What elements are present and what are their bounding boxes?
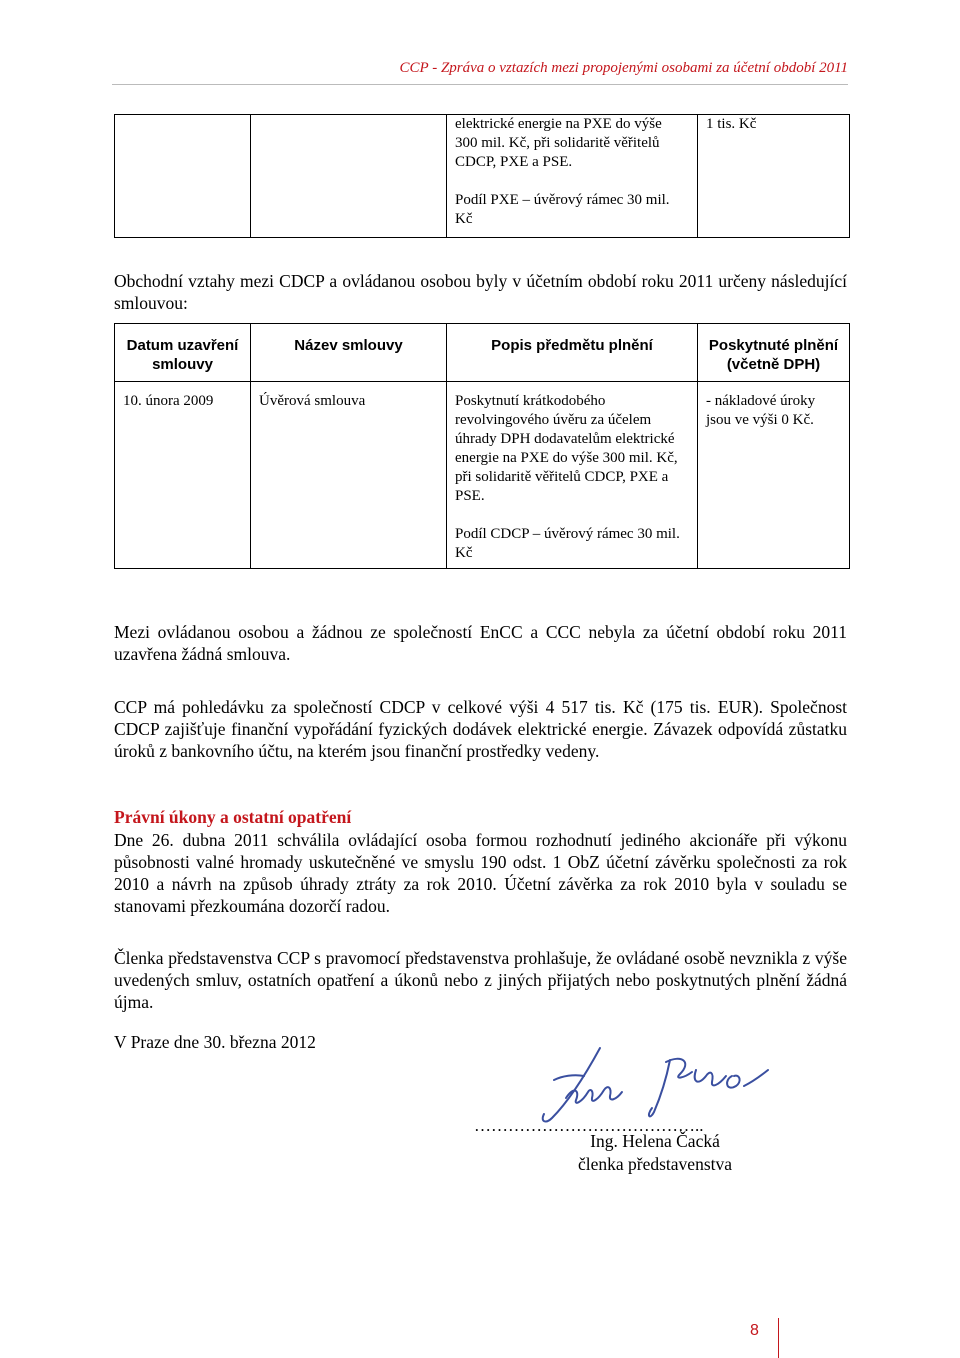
performance-cell: - nákladové úroky jsou ve výši 0 Kč. [698,382,850,569]
footer-divider [778,1318,779,1358]
subject-cell [447,382,698,569]
column-header-performance: Poskytnuté plnění (včetně DPH) [698,324,850,382]
place-date: V Praze dne 30. března 2012 [114,1032,316,1052]
column-header-name: Název smlouvy [251,324,447,382]
paragraph-legal-acts: Dne 26. dubna 2011 schválila ovládající osoba formou rozhodnutí jediného akcionáře při výkonu působnosti valné hromady uskutečněné ve smyslu 190 odst. 1 ObZ účetní závěrku společnosti za rok 2010 a návrh na způsob úhrady ztráty za rok 2010. Účetní závěrka za rok 2010 byla v souladu se stanovami přezkoumána dozorčí radou. [114,830,847,916]
subject-line: elektrické energie na PXE do výše [455,116,662,132]
subject-note: Podíl PXE – úvěrový rámec 30 mil. Kč [455,192,670,227]
signature-line: ………………………………….. [474,1116,704,1135]
signatory-name: Ing. Helena Čacká [590,1131,720,1151]
column-header-subject: Popis předmětu plnění [447,324,698,382]
column-header-date: Datum uzavření smlouvy [115,324,251,382]
name-cell [251,115,447,238]
subject-line: CDCP, PXE a PSE. [455,154,573,170]
subject-text: Poskytnutí krátkodobého revolvingového úvěru za účelem úhrady DPH dodavatelům elektrické energie na PXE do výše 300 mil. Kč, při solidaritě věřitelů CDCP, PXE a PSE. [455,393,678,504]
subject-cell [447,115,698,238]
page-header: CCP - Zpráva o vztazích mezi propojenými osobami za účetní období 2011 [399,60,848,76]
contract-table-continued [114,114,850,238]
intro-paragraph: Obchodní vztahy mezi CDCP a ovládanou osobou byly v účetním období roku 2011 určeny následující smlouvou: [114,271,847,313]
table-header-row [115,324,850,382]
section-heading: Právní úkony a ostatní opatření [114,807,352,827]
paragraph-declaration: Členka představenstva CCP s pravomocí představenstva prohlašuje, že ovládané osobě nevznikla z výše uvedených smluv, ostatních opatření a úkonů nebo z jiných přijatých nebo poskytnutých plnění žádná újma. [114,948,847,1012]
table-row [115,382,850,569]
performance-cell: 1 tis. Kč [698,115,850,238]
signatory [555,1130,755,1176]
page-number: 8 [750,1322,759,1339]
date-cell: 10. února 2009 [115,382,251,569]
date-cell [115,115,251,238]
header-divider [112,84,848,85]
subject-note: Podíl CDCP – úvěrový rámec 30 mil. Kč [455,526,680,561]
subject-line: 300 mil. Kč, při solidaritě věřitelů [455,135,660,151]
table-row [115,115,850,238]
contract-table [114,323,850,569]
name-cell: Úvěrová smlouva [251,382,447,569]
paragraph-receivable: CCP má pohledávku za společností CDCP v celkové výši 4 517 tis. Kč (175 tis. EUR). Společnost CDCP zajišťuje finanční vypořádání fyzických dodávek elektrické energie. Závazek odpovídá zůstatku úroků z bankovního účtu, na kterém jsou finanční prostředky vedeny. [114,697,847,761]
paragraph-no-contracts: Mezi ovládanou osobou a žádnou ze společností EnCC a CCC nebyla za účetní období roku 2011 uzavřena žádná smlouva. [114,622,847,664]
signatory-role: členka představenstva [577,1154,733,1174]
